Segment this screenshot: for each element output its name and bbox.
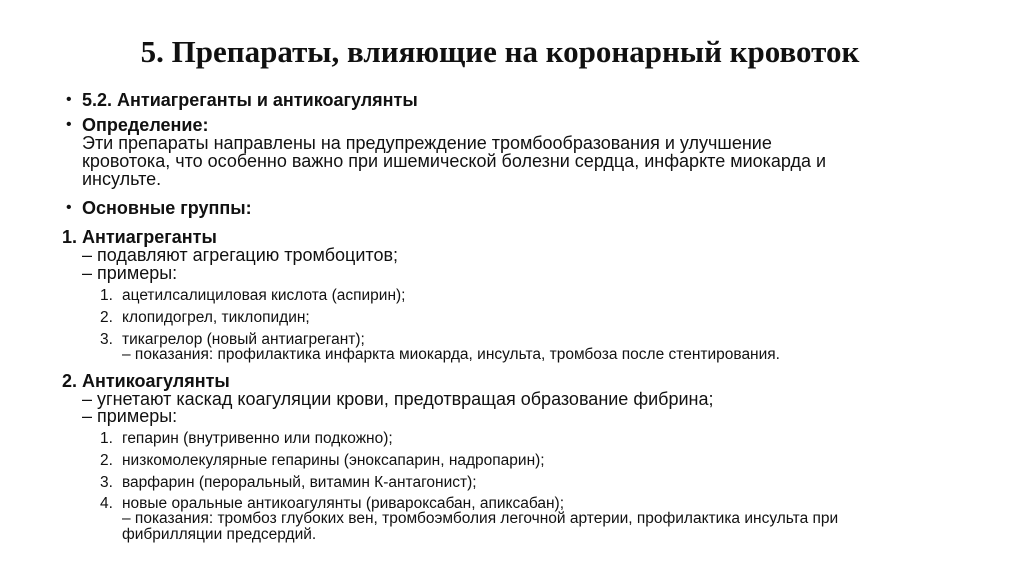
example-number: 2. [100, 309, 113, 326]
example-item: гепарин (внутривенно или подкожно); [122, 430, 393, 447]
section-heading: 5.2. Антиагреганты и антикоагулянты [82, 90, 418, 110]
example-item: новые оральные антикоагулянты (ривароксабан, апиксабан); [122, 495, 564, 512]
bullet-icon: • [66, 91, 72, 108]
group-name: Антиагреганты [82, 227, 217, 247]
example-number: 2. [100, 452, 113, 469]
group-examples-label: – примеры: [82, 406, 178, 426]
example-item: клопидогрел, тиклопидин; [122, 309, 310, 326]
definition-line: кровотока, что особенно важно при ишемической болезни сердца, инфаркте миокарда и [82, 151, 827, 171]
group-number: 1. [62, 227, 78, 247]
indications: – показания: профилактика инфаркта миокарда, инсульта, тромбоза после стентирования. [122, 346, 780, 363]
example-number: 3. [100, 331, 113, 348]
group-description: – угнетают каскад коагуляции крови, предотвращая образование фибрина; [82, 389, 714, 409]
group-name: Антикоагулянты [82, 371, 230, 391]
indications: – показания: тромбоз глубоких вен, тромбоэмболия легочной артерии, профилактика инсульта при [122, 510, 839, 527]
example-number: 1. [100, 287, 113, 304]
definition-label: Определение: [82, 115, 209, 135]
bullet-icon: • [66, 199, 72, 216]
example-item: тикагрелор (новый антиагрегант); [122, 331, 365, 348]
group-examples-label: – примеры: [82, 263, 178, 283]
example-item: ацетилсалициловая кислота (аспирин); [122, 287, 406, 304]
example-number: 3. [100, 474, 113, 491]
example-item: варфарин (пероральный, витамин К-антагонист); [122, 474, 477, 491]
definition-line: Эти препараты направлены на предупреждение тромбообразования и улучшение [82, 133, 772, 153]
example-number: 1. [100, 430, 113, 447]
example-item: низкомолекулярные гепарины (эноксапарин, надропарин); [122, 452, 545, 469]
bullet-icon: • [66, 116, 72, 133]
indications: фибрилляции предсердий. [122, 526, 317, 543]
example-number: 4. [100, 495, 113, 512]
group-description: – подавляют агрегацию тромбоцитов; [82, 245, 399, 265]
groups-label: Основные группы: [82, 198, 252, 218]
group-number: 2. [62, 371, 78, 391]
slide-title: 5. Препараты, влияющие на коронарный кровоток [140, 34, 860, 69]
definition-line: инсульте. [82, 169, 162, 189]
